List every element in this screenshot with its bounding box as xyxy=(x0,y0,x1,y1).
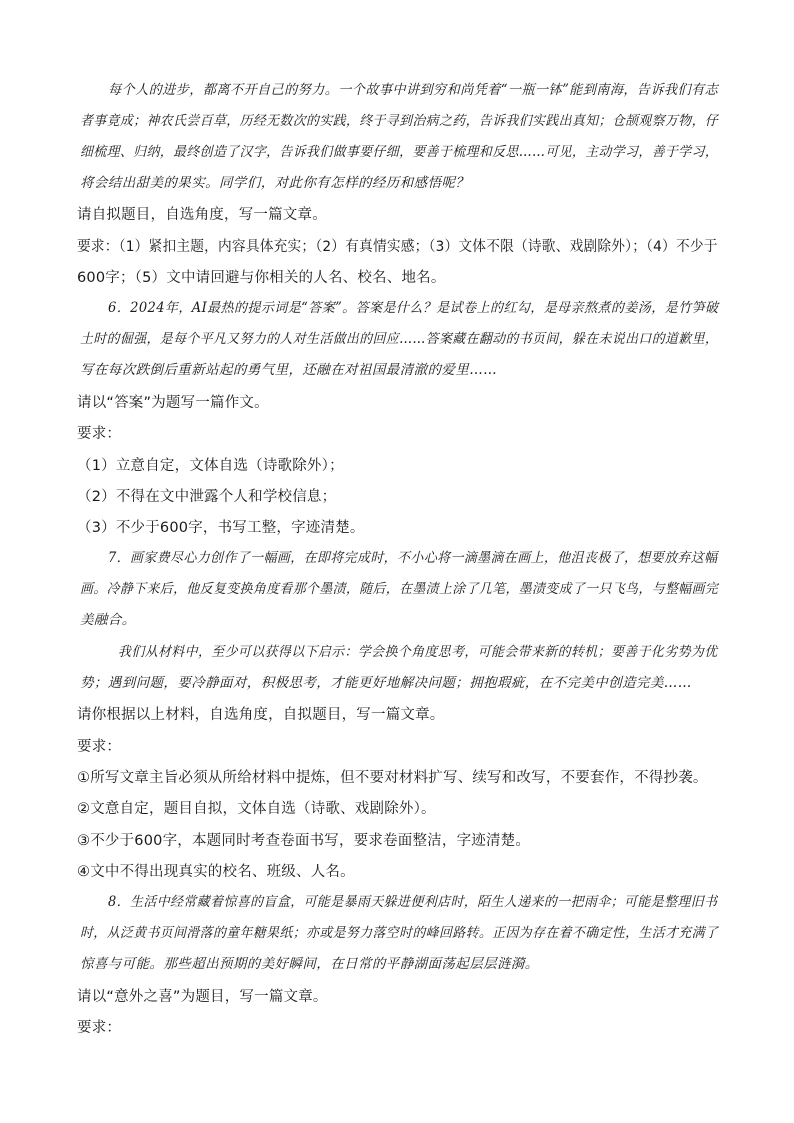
question-7-material-line: 势；遇到问题，要冷静面对，积极思考，才能更好地解决问题；拥抱瑕疵，在不完美中创造完美…… xyxy=(80,675,692,691)
block1-material-line: 将会结出甜美的果实。同学们，对此你有怎样的经历和感悟呢？ xyxy=(80,175,470,191)
question-7-requirement: ②文意自定，题目自拟，文体自选（诗歌、戏剧除外）。 xyxy=(77,801,436,817)
question-6-material-line: 6．2024年，AI最热的提示词是“答案”。答案是什么？是试卷上的红勾，是母亲熬煮的姜汤，是竹笋破 xyxy=(108,300,719,316)
question-8-instruction: 请以“意外之喜”为题目，写一篇文章。 xyxy=(77,989,328,1005)
question-7-material-line: 美融合。 xyxy=(80,612,136,628)
question-8-material-line: 8．生活中经常藏着惊喜的盲盒，可能是暴雨天躲进便利店时，陌生人递来的一把雨伞；可能是整理旧书 xyxy=(108,894,718,910)
question-7-requirement: ④文中不得出现真实的校名、班级、人名。 xyxy=(77,864,355,880)
block1-instruction: 请自拟题目，自选角度，写一篇文章。 xyxy=(77,207,327,223)
question-6-material-line: 土时的倔强，是每个平凡又努力的人对生活做出的回应……答案藏在翻动的书页间，躲在未说出口的道歉里， xyxy=(80,331,719,347)
question-7-instruction: 请你根据以上材料，自选角度，自拟题目，写一篇文章。 xyxy=(77,707,445,723)
question-6-requirements-title: 要求： xyxy=(77,426,122,442)
question-6-material-line: 写在每次跌倒后重新站起的勇气里，还融在对祖国最清澈的爱里…… xyxy=(80,362,497,378)
question-7-requirements-title: 要求： xyxy=(77,739,122,755)
block1-material-line: 细梳理、归纳，最终创造了汉字，告诉我们做事要仔细，要善于梳理和反思……可见，主动学习，善于学习， xyxy=(80,144,719,160)
block1-material-line: 者事竟成；神农氏尝百草，历经无数次的实践，终于寻到治病之药，告诉我们实践出真知；仓颉观察万物，仔 xyxy=(80,113,719,129)
block1-requirement-line: 600字；（5）文中请回避与你相关的人名、校名、地名。 xyxy=(77,270,446,286)
question-6-instruction: 请以“答案”为题写一篇作文。 xyxy=(77,395,269,411)
block1-material-line: 每个人的进步，都离不开自己的努力。一个故事中讲到穷和尚凭着“一瓶一钵”能到南海，告诉我们有志 xyxy=(108,82,719,98)
question-7-material-line: 7．画家费尽心力创作了一幅画，在即将完成时，不小心将一滴墨滴在画上，他沮丧极了，想要放弃这幅 xyxy=(108,550,718,566)
question-6-requirement: （1）立意自定，文体自选（诗歌除外）； xyxy=(77,458,344,474)
question-7-requirement: ③不少于600字，本题同时考查卷面书写，要求卷面整洁，字迹清楚。 xyxy=(77,833,531,849)
question-8-requirements-title: 要求： xyxy=(77,1020,122,1036)
question-7-material-line: 我们从材料中，至少可以获得以下启示：学会换个角度思考，可能会带来新的转机；要善于化劣势为优 xyxy=(118,644,718,660)
question-6-requirement: （2）不得在文中泄露个人和学校信息； xyxy=(77,489,337,505)
question-7-material-line: 画。冷静下来后，他反复变换角度看那个墨渍，随后，在墨渍上涂了几笔，墨渍变成了一只飞鸟，与整幅画完 xyxy=(80,581,719,597)
question-7-requirement: ①所写文章主旨必须从所给材料中提炼，但不要对材料扩写、续写和改写，不要套作，不得抄袭。 xyxy=(77,770,708,786)
block1-requirement-line: 要求：（1）紧扣主题，内容具体充实；（2）有真情实感；（3）文体不限（诗歌、戏剧除外）；（4）不少于 xyxy=(77,239,718,255)
question-8-material-line: 惊喜与可能。那些超出预期的美好瞬间，在日常的平静湖面荡起层层涟漪。 xyxy=(80,956,539,972)
question-6-requirement: （3）不少于600字，书写工整，字迹清楚。 xyxy=(77,520,365,536)
question-8-material-line: 时，从泛黄书页间滑落的童年糖果纸；亦或是努力落空时的峰回路转。正因为存在着不确定性，生活才充满了 xyxy=(80,925,719,941)
